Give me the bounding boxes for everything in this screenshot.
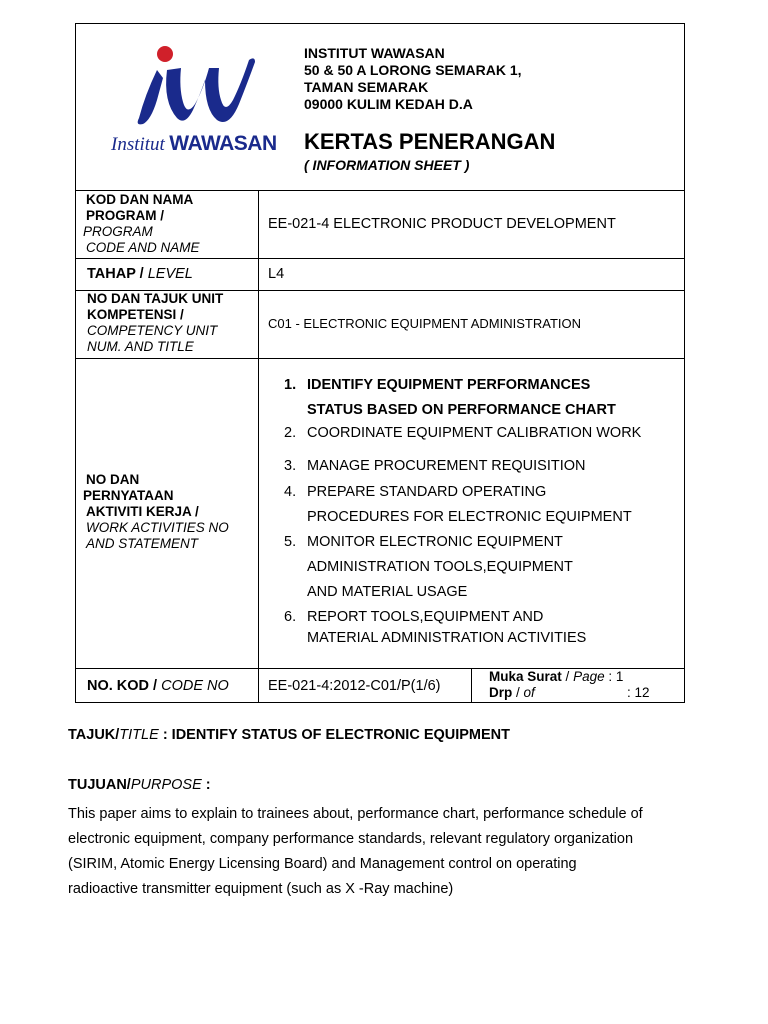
address-line: INSTITUT WAWASAN <box>304 45 445 61</box>
unit-label-bold: KOMPETENSI / <box>87 307 184 322</box>
list-item-line: AND MATERIAL USAGE <box>307 584 468 600</box>
list-item-line: PREPARE STANDARD OPERATING <box>307 484 547 500</box>
list-item-line: COORDINATE EQUIPMENT CALIBRATION WORK <box>307 425 642 441</box>
logo-wordmark <box>111 132 277 156</box>
list-item-line: MONITOR ELECTRONIC EQUIPMENT <box>307 534 563 550</box>
list-item-number: 6. <box>284 609 297 625</box>
code-label <box>87 678 229 694</box>
level-label <box>87 266 193 282</box>
list-item-text <box>307 373 677 423</box>
paragraph-line: This paper aims to explain to trainees about, performance chart, performance schedule of <box>68 806 643 822</box>
program-label <box>83 192 253 256</box>
unit-label <box>87 291 257 355</box>
list-item-text <box>307 607 677 649</box>
unit-value: C01 - ELECTRONIC EQUIPMENT ADMINISTRATION <box>268 316 582 331</box>
row-divider <box>75 358 685 359</box>
program-label-bold: KOD DAN NAMA <box>86 192 194 207</box>
document-title: KERTAS PENERANGAN <box>304 129 556 154</box>
list-item-text <box>307 421 677 446</box>
list-item-number: 5. <box>284 534 297 550</box>
page-label-separator: / <box>565 669 570 684</box>
code-label-bold: NO. KOD / <box>87 678 158 694</box>
level-value: L4 <box>268 266 285 282</box>
paragraph-line: radioactive transmitter equipment (such as X -Ray machine) <box>68 881 454 897</box>
page-line <box>489 669 679 685</box>
address-line: 50 & 50 A LORONG SEMARAK 1, <box>304 62 522 78</box>
list-item-line: PROCEDURES FOR ELECTRONIC EQUIPMENT <box>307 509 632 525</box>
of-value: : 12 <box>627 685 650 700</box>
list-item-line: MATERIAL ADMINISTRATION ACTIVITIES <box>307 630 587 646</box>
of-label-separator: / <box>516 685 520 700</box>
of-label-bold: Drp <box>489 685 513 700</box>
logo-text-bold: WAWASAN <box>169 132 277 155</box>
purpose-paragraph <box>68 802 758 902</box>
list-item-line: IDENTIFY EQUIPMENT PERFORMANCES <box>307 377 591 393</box>
activities-label-italic: WORK ACTIVITIES NO <box>86 520 229 535</box>
list-item-text <box>307 454 677 479</box>
logo-text-plain: Institut <box>111 134 165 155</box>
logo-iw-mark-icon <box>105 40 270 130</box>
list-item-text <box>307 480 677 530</box>
code-label-italic: CODE NO <box>161 678 229 694</box>
institution-address <box>304 45 522 113</box>
paragraph-line: electronic equipment, company performance standards, relevant regulatory organization <box>68 831 634 847</box>
level-label-italic: LEVEL <box>147 266 193 282</box>
program-value: EE-021-4 ELECTRONIC PRODUCT DEVELOPMENT <box>268 216 616 232</box>
row-divider <box>75 258 685 259</box>
title-label-italic: TITLE <box>119 727 159 743</box>
activities-label-bold: PERNYATAAN <box>83 488 174 503</box>
activities-label <box>83 472 258 552</box>
document-subtitle: ( INFORMATION SHEET ) <box>304 157 470 173</box>
purpose-heading <box>68 777 211 793</box>
page-number <box>489 669 679 701</box>
program-label-italic: CODE AND NAME <box>86 240 200 255</box>
of-label-italic: of <box>523 685 535 700</box>
unit-label-bold: NO DAN TAJUK UNIT <box>87 291 224 306</box>
program-label-bold: PROGRAM / <box>86 208 165 223</box>
section-title <box>68 727 510 743</box>
purpose-label: TUJUAN/ <box>68 777 131 793</box>
page-value: : 1 <box>608 669 624 684</box>
level-label-bold: TAHAP / <box>87 266 144 282</box>
page-label-bold: Muka Surat <box>489 669 562 684</box>
purpose-label-italic: PURPOSE <box>130 777 202 793</box>
code-value: EE-021-4:2012-C01/P(1/6) <box>268 678 441 694</box>
column-divider <box>471 668 472 703</box>
institution-logo <box>105 40 277 165</box>
list-item-line: MANAGE PROCUREMENT REQUISITION <box>307 458 586 474</box>
list-item-text <box>307 530 677 605</box>
list-item-number: 4. <box>284 484 297 500</box>
title-text: : IDENTIFY STATUS OF ELECTRONIC EQUIPMENT <box>162 727 511 743</box>
title-label: TAJUK/ <box>68 727 120 743</box>
row-divider <box>75 190 685 191</box>
list-item-line: STATUS BASED ON PERFORMANCE CHART <box>307 402 616 418</box>
activities-label-italic: AND STATEMENT <box>86 536 199 551</box>
list-item-number: 2. <box>284 425 297 441</box>
list-item-number: 1. <box>284 377 297 393</box>
program-label-italic: PROGRAM <box>83 224 153 239</box>
list-item-line: REPORT TOOLS,EQUIPMENT AND <box>307 609 544 625</box>
address-line: 09000 KULIM KEDAH D.A <box>304 96 473 112</box>
page-label-italic: Page <box>573 669 605 684</box>
list-item-line: ADMINISTRATION TOOLS,EQUIPMENT <box>307 559 573 575</box>
column-divider <box>258 190 259 703</box>
activities-label-bold: NO DAN <box>86 472 140 487</box>
purpose-colon: : <box>201 777 211 793</box>
unit-label-italic: NUM. AND TITLE <box>87 339 194 354</box>
paragraph-line: (SIRIM, Atomic Energy Licensing Board) and Management control on operating <box>68 856 577 872</box>
of-line <box>489 685 679 701</box>
activities-label-bold: AKTIVITI KERJA / <box>86 504 199 519</box>
address-line: TAMAN SEMARAK <box>304 79 429 95</box>
list-item-number: 3. <box>284 458 297 474</box>
unit-label-italic: COMPETENCY UNIT <box>87 323 218 338</box>
